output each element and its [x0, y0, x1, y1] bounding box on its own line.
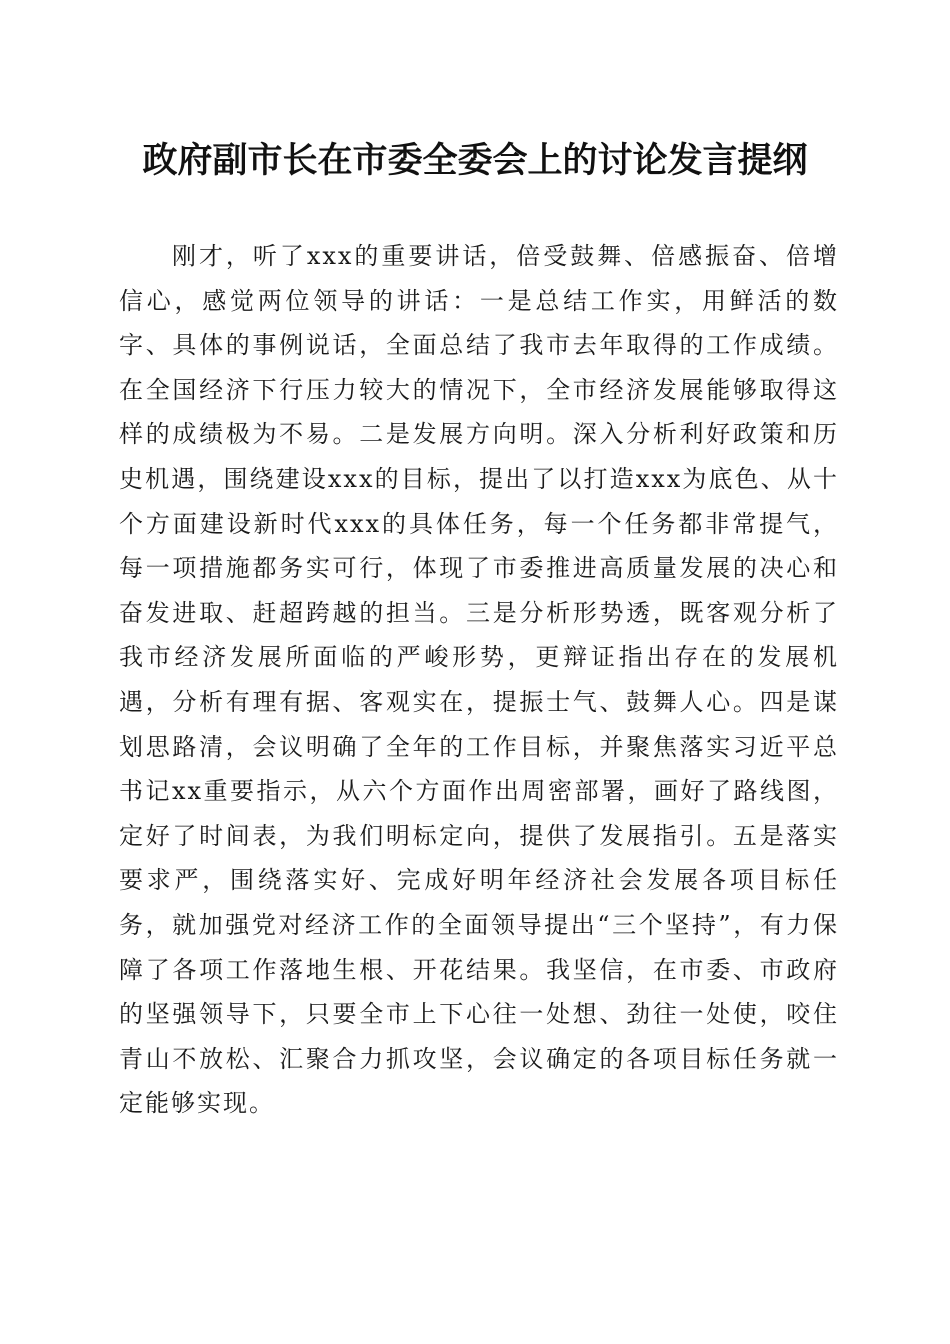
- paragraph-text: 刚才，听了xxx的重要讲话，倍受鼓舞、倍感振奋、倍增信心，感觉两位领导的讲话：一是总结工作实，用鲜活的数字、具体的事例说话，全面总结了我市去年取得的工作成绩。在全国经济下行压力较大的情况下，全市经济发展能够取得这样的成绩极为不易。二是发展方向明。深入分析利好政策和历史机遇，围绕建设xxx的目标，提出了以打造xxx为底色、从十个方面建设新时代xxx的具体任务，每一个任务都非常提气，每一项措施都务实可行，体现了市委推进高质量发展的决心和奋发进取、赶超跨越的担当。三是分析形势透，既客观分析了我市经济发展所面临的严峻形势，更辩证指出存在的发展机遇，分析有理有据、客观实在，提振士气、鼓舞人心。四是谋划思路清，会议明确了全年的工作目标，并聚焦落实习近平总书记xx重要指示，从六个方面作出周密部署，画好了路线图，定好了时间表，为我们明标定向，提供了发展指引。五是落实要求严，围绕落实好、完成好明年经济社会发展各项目标任务，就加强党对经济工作的全面领导提出“三个坚持”，有力保障了各项工作落地生根、开花结果。我坚信，在市委、市政府的坚强领导下，只要全市上下心往一处想、劲往一处使，咬住青山不放松、汇聚合力抓攻坚，会议确定的各项目标任务就一定能够实现。: [119, 242, 839, 1118]
- document-paragraph: [119, 234, 839, 1126]
- document-title: 政府副市长在市委全委会上的讨论发言提纲: [142, 140, 808, 181]
